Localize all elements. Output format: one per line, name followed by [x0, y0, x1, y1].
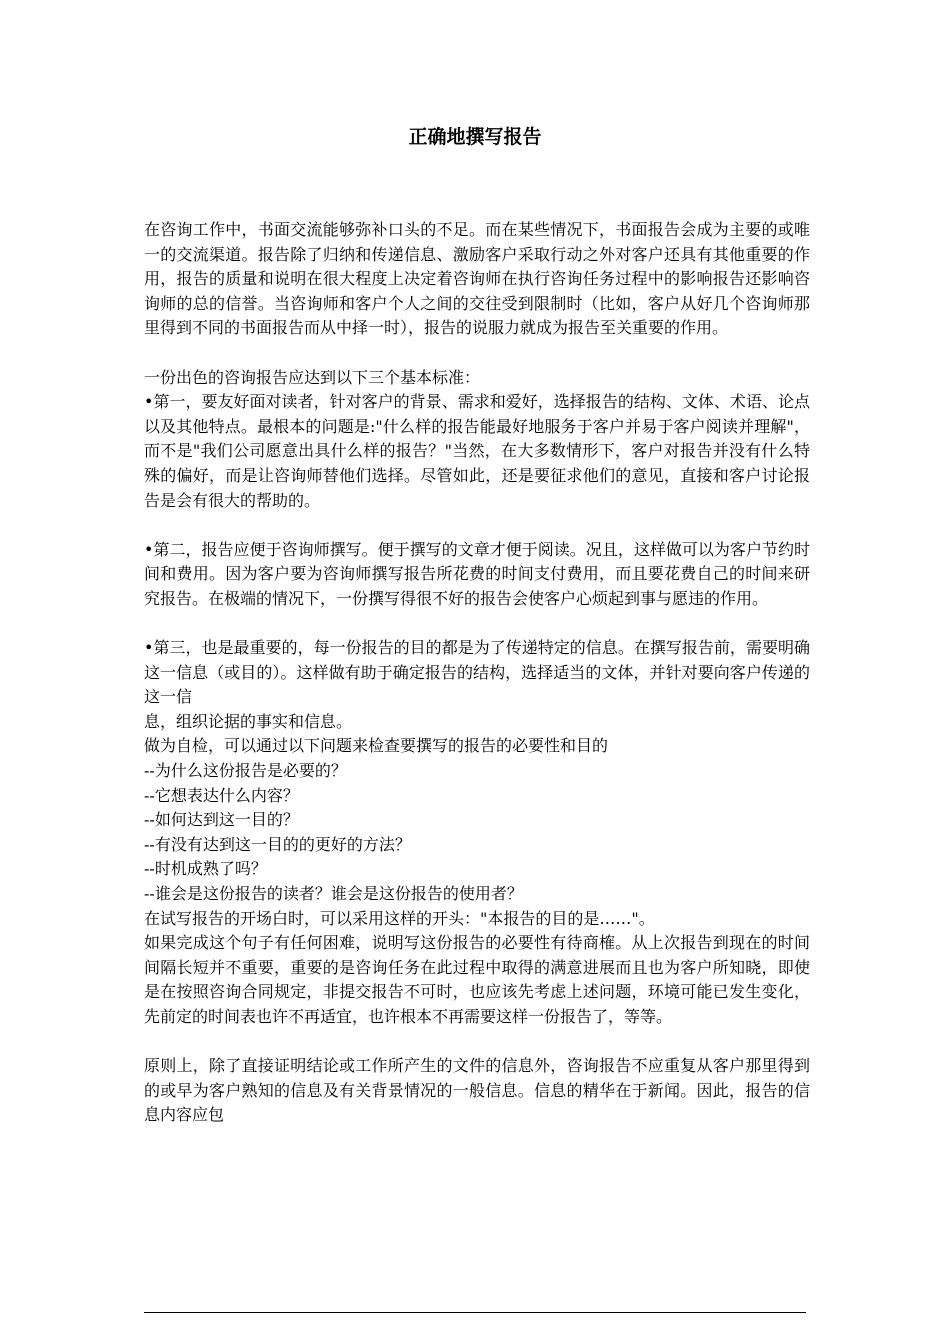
question-item: --如何达到这一目的？	[144, 810, 299, 830]
standards-intro: 一份出色的咨询报告应达到以下三个基本标准：	[144, 367, 481, 387]
footer-divider	[144, 1312, 806, 1313]
paragraph-gap	[144, 513, 810, 538]
question-item: --时机成熟了吗？	[144, 859, 267, 879]
paragraph-gap	[144, 612, 810, 637]
standard-two: •第二，报告应便于咨询师撰写。便于撰写的文章才便于阅读。况且，这样做可以为客户节约时间和费用。因为客户要为咨询师撰写报告所花费的时间支付费用，而且要花费自己的时间来研究报告。在极端的情况下，一份撰写得很不好的报告会使客户心烦起到事与愿违的作用。	[144, 539, 810, 608]
standard-three: •第三，也是最重要的，每一份报告的目的都是为了传递特定的信息。在撰写报告前，需要明确这一信息（或目的）。这样做有助于确定报告的结构，选择适当的文体，并针对要向客户传递的这一信	[144, 638, 810, 707]
paragraph-gap	[144, 341, 810, 366]
self-check-intro: 做为自检，可以通过以下问题来检查要撰写的报告的必要性和目的	[144, 736, 609, 756]
page-title: 正确地撰写报告	[408, 126, 542, 148]
paragraph-principle: 原则上，除了直接证明结论或工作所产生的文件的信息外，咨询报告不应重复从客户那里得到的或早为客户熟知的信息及有关背景情况的一般信息。信息的精华在于新闻。因此，报告的信息内容应包	[144, 1056, 810, 1125]
paragraph-intro: 在咨询工作中，书面交流能够弥补口头的不足。而在某些情况下，书面报告会成为主要的或唯一的交流渠道。报告除了归纳和传递信息、激励客户采取行动之外对客户还具有其他重要的作用，报告的质量和说明在很大程度上决定着咨询师在执行咨询任务过程中的影响报告还影响咨询师的总的信誉。当咨询师和客户个人之间的交往受到限制时（比如，客户从好几个咨询师那里得到不同的书面报告而从中择一时），报告的说服力就成为报告至关重要的作用。	[144, 220, 810, 338]
document-body	[144, 218, 810, 1128]
question-item: --有没有达到这一目的的更好的方法？	[144, 834, 411, 854]
standard-one: •第一，要友好面对读者，针对客户的背景、需求和爱好，选择报告的结构、文体、术语、论点以及其他特点。最根本的问题是:"什么样的报告能最好地服务于客户并易于客户阅读并理解"，而不是"我们公司愿意出具什么样的报告？"当然，在大多数情形下，客户对报告并没有什么特殊的偏好，而是让咨询师替他们选择。尽管如此，还是要征求他们的意见，直接和客户讨论报告是会有很大的帮助的。	[144, 392, 810, 510]
paragraph-necessity: 如果完成这个句子有任何困难，说明写这份报告的必要性有待商榷。从上次报告到现在的时间间隔长短并不重要，重要的是咨询任务在此过程中取得的满意进展而且也为客户所知晓，即使是在按照咨询合同规定，非提交报告不可时，也应该先考虑上述问题，环境可能已发生变化，先前定的时间表也许不再适宜，也许根本不再需要这样一份报告了，等等。	[144, 933, 810, 1026]
opening-line-tip: 在试写报告的开场白时，可以采用这样的开头："本报告的目的是……"。	[144, 908, 655, 928]
standard-three-continued: 息，组织论据的事实和信息。	[144, 711, 353, 731]
question-item: --谁会是这份报告的读者？谁会是这份报告的使用者？	[144, 884, 523, 904]
question-item: --为什么这份报告是必要的？	[144, 761, 347, 781]
paragraph-gap	[144, 1030, 810, 1055]
question-item: --它想表达什么内容？	[144, 785, 299, 805]
